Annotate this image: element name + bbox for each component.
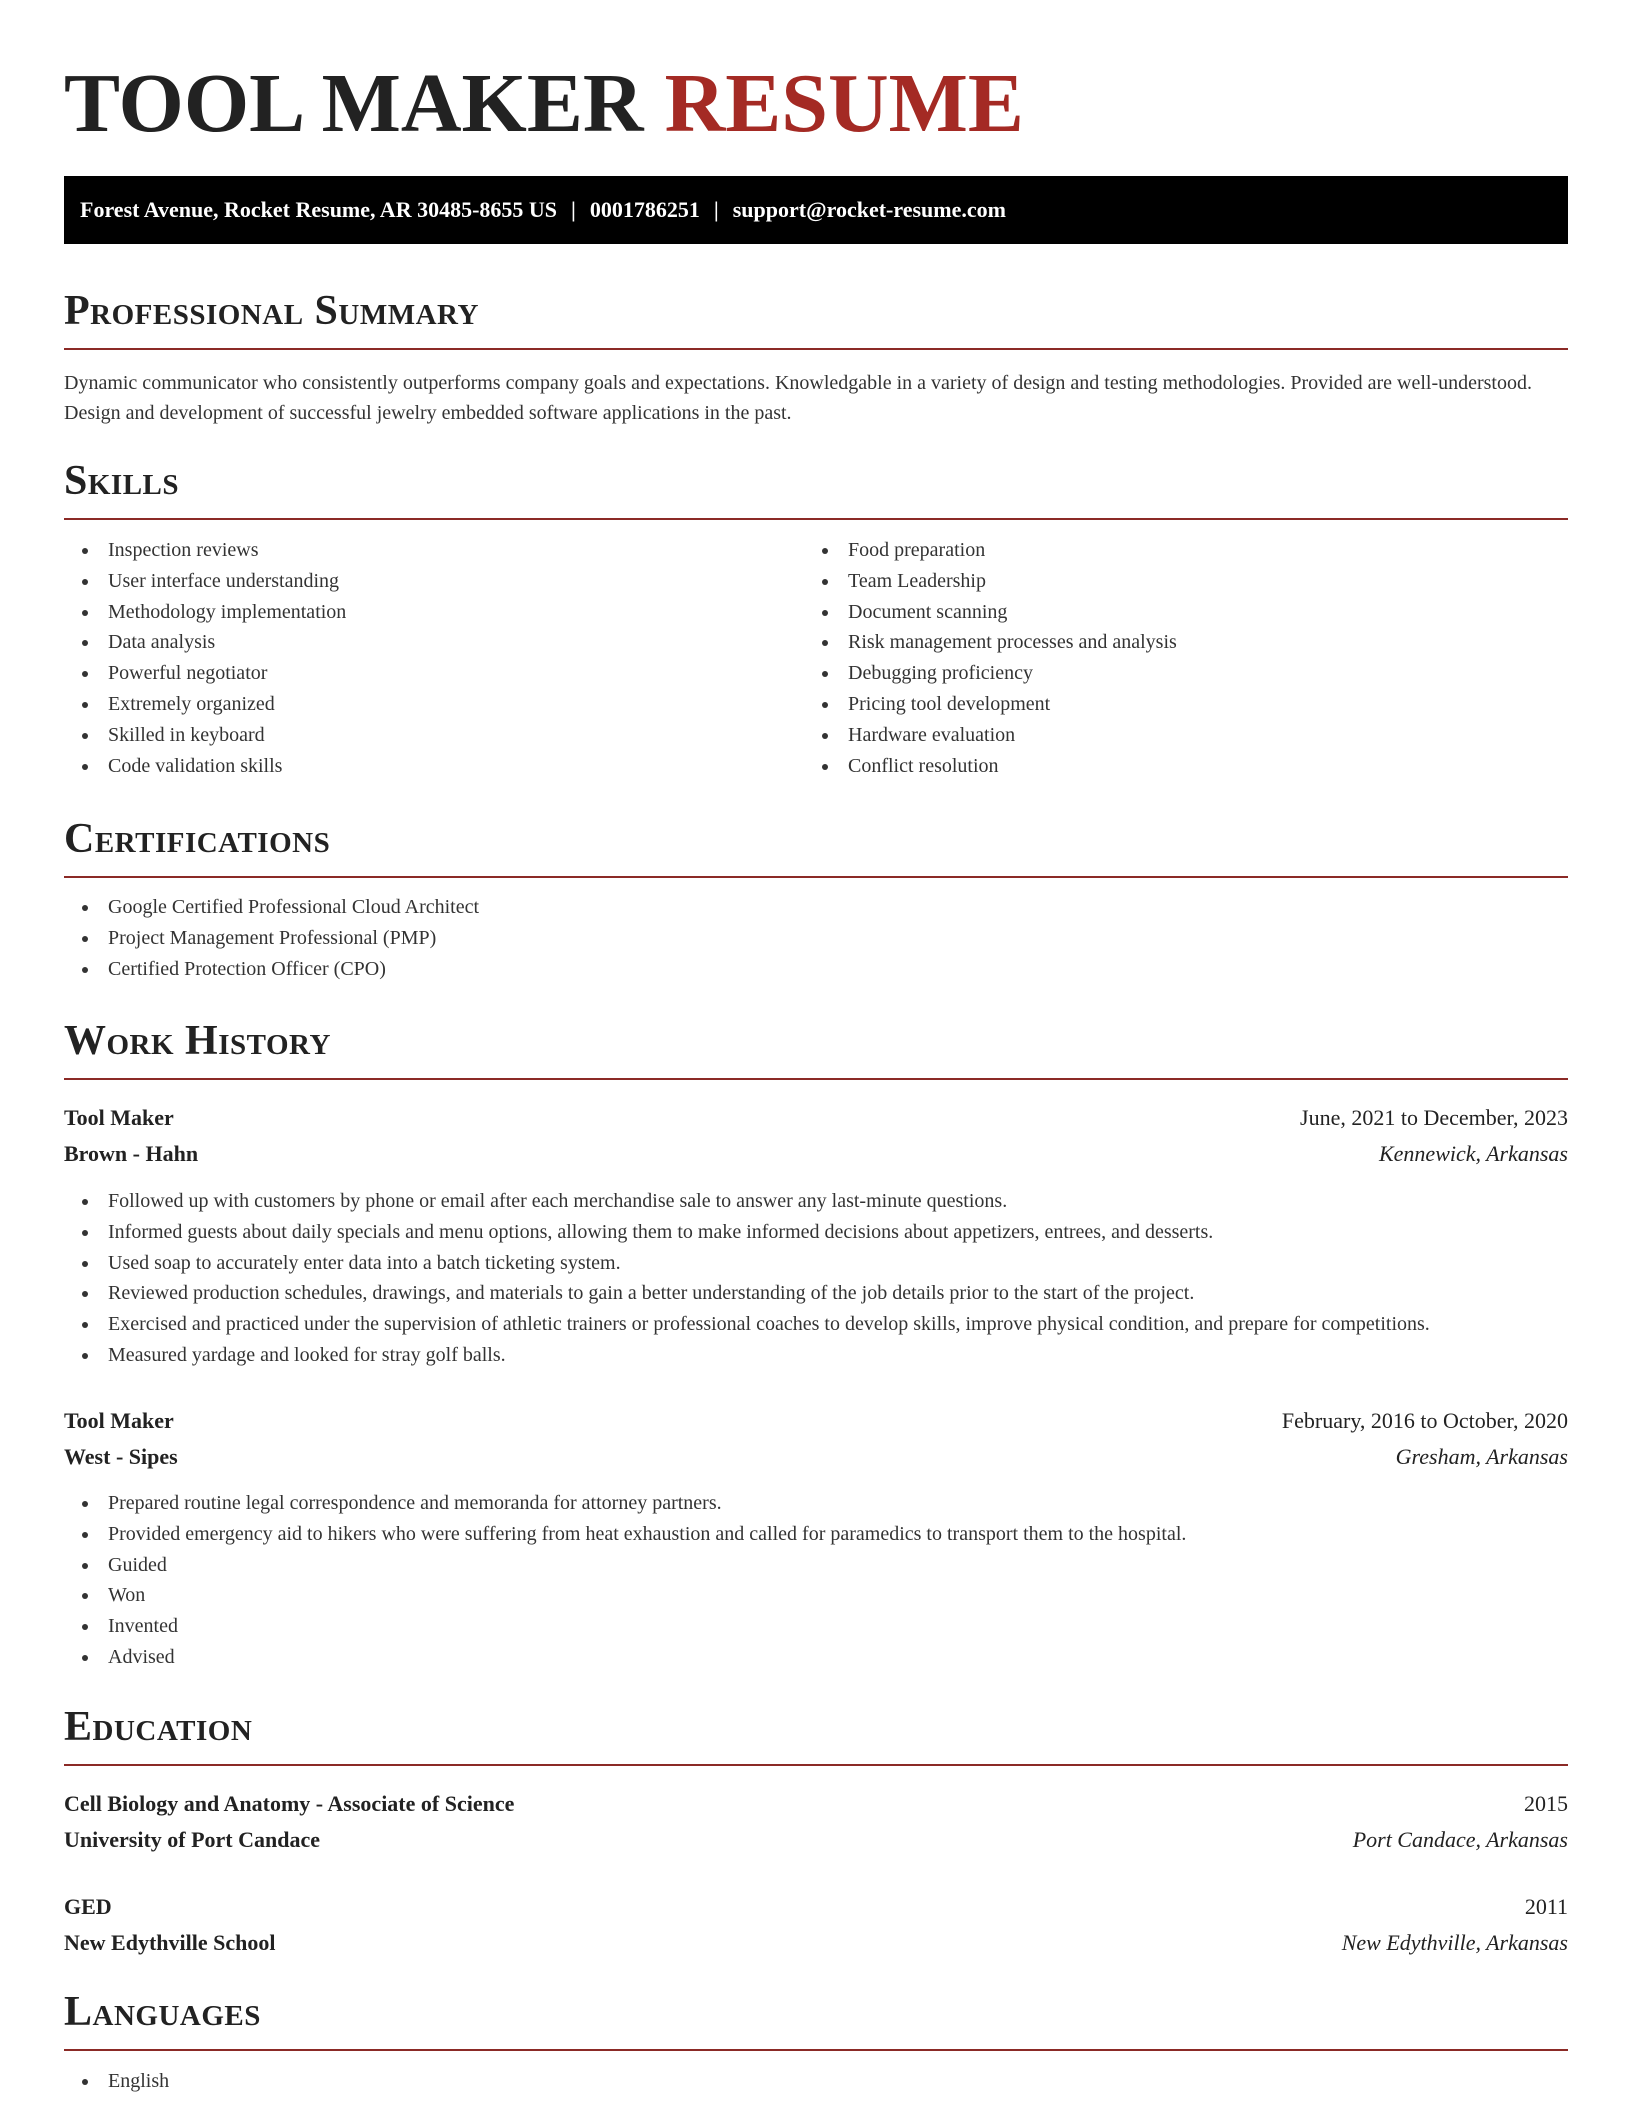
skills-list-left bbox=[64, 535, 784, 781]
skill-item: Code validation skills bbox=[64, 751, 784, 782]
job-bullet: Won bbox=[64, 1580, 1568, 1611]
skill-item: Data analysis bbox=[64, 627, 784, 658]
contact-phone: 0001786251 bbox=[589, 197, 700, 222]
education-school-row bbox=[64, 1925, 1568, 1961]
certification-item: Certified Protection Officer (CPO) bbox=[64, 954, 1564, 985]
contact-separator: | bbox=[713, 197, 719, 222]
education-location: Port Candace, Arkansas bbox=[1352, 1827, 1568, 1852]
skill-item: Inspection reviews bbox=[64, 535, 784, 566]
education-school: New Edythville School bbox=[64, 1930, 276, 1955]
contact-address: Forest Avenue, Rocket Resume, AR 30485-8655 US bbox=[80, 197, 558, 222]
job-bullets bbox=[64, 1488, 1568, 1673]
education-degree: GED bbox=[64, 1894, 112, 1919]
job-title: Tool Maker bbox=[64, 1105, 174, 1130]
job-location: Kennewick, Arkansas bbox=[1378, 1141, 1568, 1166]
contact-bar bbox=[64, 176, 1568, 244]
job-company-row bbox=[64, 1136, 1568, 1172]
education-heading: Education bbox=[64, 1704, 253, 1750]
skill-item: Risk management processes and analysis bbox=[804, 627, 1564, 658]
education-header-row bbox=[64, 1889, 1568, 1925]
languages-list bbox=[64, 2066, 1564, 2097]
skill-item: User interface understanding bbox=[64, 566, 784, 597]
skill-item: Extremely organized bbox=[64, 689, 784, 720]
skill-item: Conflict resolution bbox=[804, 751, 1564, 782]
education-year: 2015 bbox=[1524, 1791, 1568, 1816]
skill-item: Methodology implementation bbox=[64, 597, 784, 628]
education-year: 2011 bbox=[1524, 1894, 1568, 1919]
skill-item: Document scanning bbox=[804, 597, 1564, 628]
certification-item: Project Management Professional (PMP) bbox=[64, 923, 1564, 954]
job-location: Gresham, Arkansas bbox=[1395, 1444, 1568, 1469]
job-title: Tool Maker bbox=[64, 1408, 174, 1433]
title-main: TOOL MAKER bbox=[64, 57, 644, 150]
skills-list-right bbox=[804, 535, 1564, 781]
skills-heading: Skills bbox=[64, 458, 180, 504]
job-header-row bbox=[64, 1100, 1568, 1136]
job-company-row bbox=[64, 1439, 1568, 1475]
job-bullet: Followed up with customers by phone or email after each merchandise sale to answer any last-minute questions. bbox=[64, 1186, 1568, 1217]
job-bullet: Exercised and practiced under the supervision of athletic trainers or professional coaches to develop skills, improve physical condition, and prepare for competitions. bbox=[64, 1309, 1568, 1340]
job-bullet: Informed guests about daily specials and menu options, allowing them to make informed decisions about appetizers, entrees, and desserts. bbox=[64, 1217, 1568, 1248]
certifications-list bbox=[64, 892, 1564, 984]
education-header-row bbox=[64, 1786, 1568, 1822]
skill-item: Team Leadership bbox=[804, 566, 1564, 597]
work-history-divider bbox=[64, 1078, 1568, 1080]
education-location: New Edythville, Arkansas bbox=[1341, 1930, 1568, 1955]
job-company: Brown - Hahn bbox=[64, 1141, 199, 1166]
job-header-row bbox=[64, 1403, 1568, 1439]
job-bullet: Provided emergency aid to hikers who were suffering from heat exhaustion and called for paramedics to transport them to the hospital. bbox=[64, 1519, 1568, 1550]
job-dates: February, 2016 to October, 2020 bbox=[1281, 1408, 1568, 1433]
skill-item: Skilled in keyboard bbox=[64, 720, 784, 751]
summary-heading: Professional Summary bbox=[64, 288, 479, 334]
job-bullet: Measured yardage and looked for stray golf balls. bbox=[64, 1340, 1568, 1371]
education-school-row bbox=[64, 1822, 1568, 1858]
education-divider bbox=[64, 1764, 1568, 1766]
skill-item: Powerful negotiator bbox=[64, 658, 784, 689]
job-bullet: Reviewed production schedules, drawings, and materials to gain a better understanding of the job details prior to the start of the project. bbox=[64, 1278, 1568, 1309]
resume-title bbox=[64, 52, 1024, 156]
summary-text: Dynamic communicator who consistently outperforms company goals and expectations. Knowledgable in a variety of design and testing methodologies. Provided are well-understood. Design and development of successful jewelry embedded software applications in the past. bbox=[64, 372, 1532, 424]
contact-email[interactable]: support@rocket-resume.com bbox=[732, 197, 1006, 222]
job-bullet: Prepared routine legal correspondence and memoranda for attorney partners. bbox=[64, 1488, 1568, 1519]
languages-divider bbox=[64, 2049, 1568, 2051]
job-bullet: Guided bbox=[64, 1550, 1568, 1581]
job-dates: June, 2021 to December, 2023 bbox=[1300, 1105, 1568, 1130]
skills-divider bbox=[64, 518, 1568, 520]
work-history-heading: Work History bbox=[64, 1018, 331, 1064]
job-company: West - Sipes bbox=[64, 1444, 178, 1469]
job-bullet: Advised bbox=[64, 1642, 1568, 1673]
skill-item: Food preparation bbox=[804, 535, 1564, 566]
contact-separator: | bbox=[571, 197, 576, 222]
certifications-heading: Certifications bbox=[64, 816, 331, 862]
education-school: University of Port Candace bbox=[64, 1827, 321, 1852]
skill-item: Debugging proficiency bbox=[804, 658, 1564, 689]
job-bullet: Invented bbox=[64, 1611, 1568, 1642]
languages-heading: Languages bbox=[64, 1989, 261, 2035]
education-degree: Cell Biology and Anatomy - Associate of Science bbox=[64, 1791, 515, 1816]
job-bullet: Used soap to accurately enter data into a batch ticketing system. bbox=[64, 1248, 1568, 1279]
job-bullets bbox=[64, 1186, 1568, 1371]
summary-divider bbox=[64, 348, 1568, 350]
language-item: English bbox=[64, 2066, 1564, 2097]
skill-item: Pricing tool development bbox=[804, 689, 1564, 720]
certifications-divider bbox=[64, 876, 1568, 878]
skill-item: Hardware evaluation bbox=[804, 720, 1564, 751]
title-accent: RESUME bbox=[664, 57, 1024, 150]
certification-item: Google Certified Professional Cloud Architect bbox=[64, 892, 1564, 923]
